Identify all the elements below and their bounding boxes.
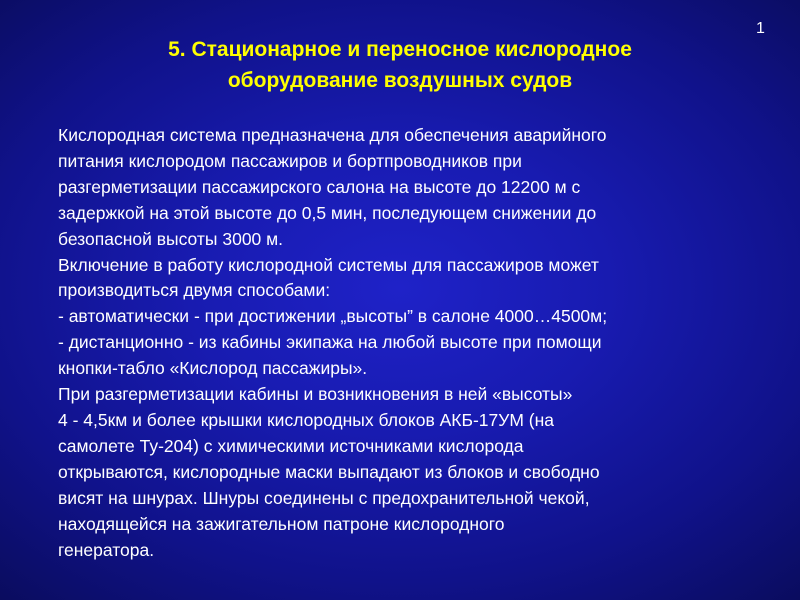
body-line: открываются, кислородные маски выпадают из блоков и свободно bbox=[58, 461, 600, 482]
slide-title-line: 5. Стационарное и переносное кислородное bbox=[168, 38, 632, 61]
body-line: безопасной высоты 3000 м. bbox=[58, 228, 284, 249]
body-line: производиться двумя способами: bbox=[58, 280, 331, 301]
body-line: генератора. bbox=[58, 539, 155, 560]
body-line: питания кислородом пассажиров и бортпроводников при bbox=[58, 150, 522, 171]
body-line: кнопки-табло «Кислород пассажиры». bbox=[58, 358, 368, 379]
slide-body bbox=[58, 123, 778, 563]
body-line: - автоматически - при достижении „высоты” в салоне 4000…4500м; bbox=[58, 306, 608, 327]
body-line: Кислородная система предназначена для обеспечения аварийного bbox=[58, 125, 607, 145]
body-line: При разгерметизации кабины и возникновения в ней «высоты» bbox=[58, 384, 573, 405]
slide-number: 1 bbox=[756, 20, 765, 37]
body-line: самолете Ту-204) с химическими источниками кислорода bbox=[58, 435, 524, 456]
body-line: находящейся на зажигательном патроне кислородного bbox=[58, 513, 505, 534]
body-line: 4 - 4,5км и более крышки кислородных блоков АКБ-17УМ (на bbox=[58, 409, 555, 430]
slide-title bbox=[40, 34, 760, 96]
body-line: висят на шнурах. Шнуры соединены с предохранительной чекой, bbox=[58, 487, 590, 508]
body-line: задержкой на этой высоте до 0,5 мин, последующем снижении до bbox=[58, 202, 597, 223]
body-line: разгерметизации пассажирского салона на высоте до 12200 м с bbox=[58, 176, 581, 197]
body-line: Включение в работу кислородной системы для пассажиров может bbox=[58, 254, 599, 275]
slide-title-line: оборудование воздушных судов bbox=[227, 69, 573, 92]
body-line: - дистанционно - из кабины экипажа на любой высоте при помощи bbox=[58, 332, 602, 353]
